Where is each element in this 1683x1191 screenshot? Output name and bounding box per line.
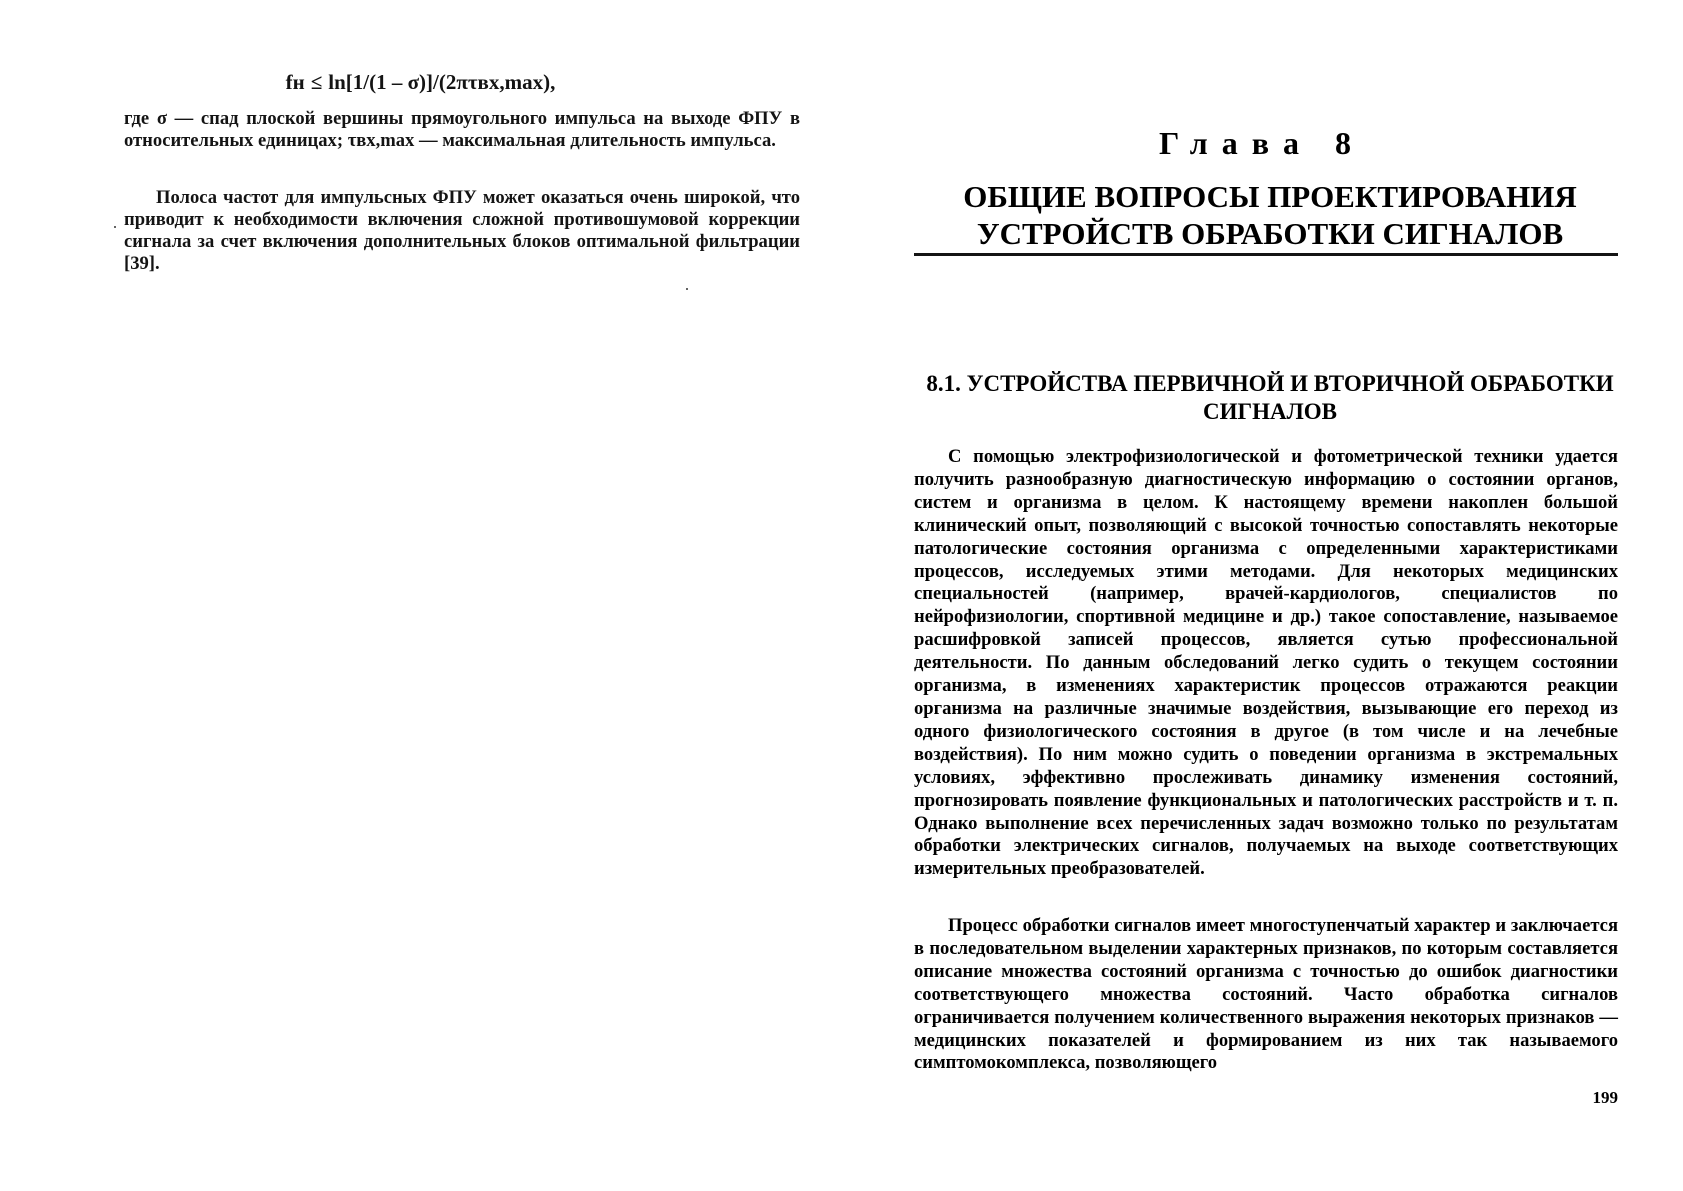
formula-lhs: fн [285, 70, 305, 94]
chapter-title-rule [914, 253, 1618, 256]
chapter-label: Глава 8 [1159, 125, 1365, 161]
left-paragraph-2: Полоса частот для импульсных ФПУ может оказаться очень широкой, что приводит к необходимости включения сложной противошумовой коррекции сигнала за счет включения дополнительных блоков оптимальной фильтрации [39]. [124, 187, 800, 274]
formula-operator: ≤ [310, 70, 323, 94]
chapter-title: ОБЩИЕ ВОПРОСЫ ПРОЕКТИРОВАНИЯ УСТРОЙСТВ ОБРАБОТКИ СИГНАЛОВ [963, 179, 1577, 251]
left-page [0, 0, 841, 1191]
section-heading: 8.1. УСТРОЙСТВА ПЕРВИЧНОЙ И ВТОРИЧНОЙ ОБРАБОТКИ СИГНАЛОВ [926, 371, 1614, 424]
formula [0, 70, 841, 95]
right-paragraph-1: С помощью электрофизиологической и фотометрической техники удается получить разнообразную диагностическую информацию о состоянии органов, систем и организма в целом. К настоящему времени накоплен большой клинический опыт, позволяющий с высокой точностью сопоставлять некоторые патологические состояния организма с определенными характеристиками процессов, исследуемых этими методами. Для некоторых медицинских специальностей (например, врачей-кардиологов, специалистов по нейрофизиологии, спортивной медицине и др.) такое сопоставление, называемое расшифровкой записей процессов, является сутью профессиональной деятельности. По данным обследований легко судить о текущем состоянии организма, в изменениях характеристик процессов отражаются реакции организма на различные значимые воздействия, вызывающие его переход из одного физиологического состояния в другое (в том числе и на лечебные воздействия). По ним можно судить о поведении организма в экстремальных условиях, эффективно прослеживать динамику изменения состояний, прогнозировать появление функциональных и патологических расстройств и т. п. Однако выполнение всех перечисленных задач возможно только по результатам обработки электрических сигналов, получаемых на выходе соответствующих измерительных преобразователей. [914, 446, 1618, 880]
formula-rhs: ln[1/(1 – σ)]/(2πτвх,max), [328, 70, 556, 94]
right-paragraph-2: Процесс обработки сигналов имеет многоступенчатый характер и заключается в последовательном выделении характерных признаков, по которым составляется описание множества состояний организма с точностью до ошибок диагностики соответствующего множества состояний. Часто обработка сигналов ограничивается получением количественного выражения некоторых признаков — медицинских показателей и формированием из них так называемого симптомокомплекса, позволяющего [914, 915, 1618, 1074]
left-paragraph-1: где σ — спад плоской вершины прямоугольного импульса на выходе ФПУ в относительных единицах; τвх,max — максимальная длительность импульса. [124, 108, 800, 151]
scan-speck [114, 226, 116, 228]
page-number: 199 [1592, 1088, 1618, 1107]
scan-speck [686, 288, 688, 290]
